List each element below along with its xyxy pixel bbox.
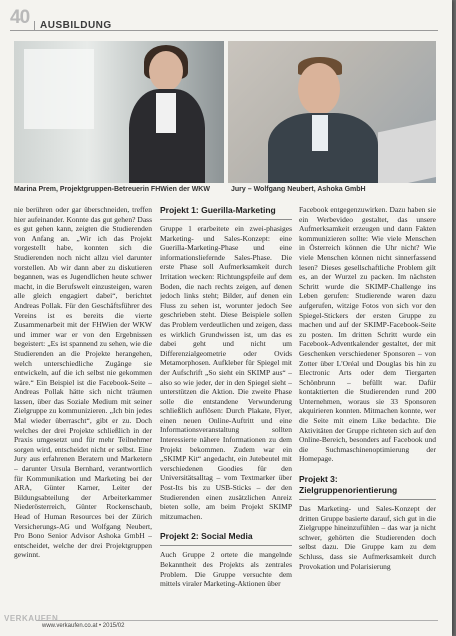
laptop (378, 120, 436, 183)
photo-caption-right: Jury – Wolfgang Neubert, Ashoka GmbH (231, 186, 366, 193)
article-column-3 (299, 205, 436, 605)
whiteboard (24, 49, 94, 129)
footer-rule (36, 620, 438, 621)
heading-projekt-1: Projekt 1: Guerilla-Marketing (160, 205, 292, 220)
column-3-text: Facebook entgegenzuwirken. Dazu haben sie ein Werbevideo gestaltet, das unsere Aufmerksamkeit erzeugen und dann Fakten kommunizieren sollte: Wie viele Menschen in Österreich können die Uhr nicht? Wie viele Menschen können nicht sinnerfassend lesen? Dieses gesellschaftliche Problem gilt es, an der Wurzel zu packen. Im nächsten Schritt wurde die SKIMP-Challenge ins Leben gerufen: Studierende waren dazu aufgerufen, witzige Fotos von sich vor den Spiegel-Stickers der ersten Gruppe zu machen und auf der SKIMP-Facebook-Seite zu posten. Im dritten Schritt wurde ein Facebook-Adventkalender gestaltet, der mit Geschenken verschiedener Sponsoren – von Zotter über L'Oréal und Douglas bis hin zu Electronic Arts oder dem Tiergarten Schönbrunn – befüllt war. Dafür kontaktierten die Studierenden rund 200 Unternehmen, woraus sie 33 Sponsoren akquirieren konnten. Mitmachen konnte, wer die Seite mit einem Like bedachte. Die Aktivitäten der Gruppe richteten sich auf den Online-Bereich, besonders auf Facebook und die Suchmaschinenoptimierung der Homepage. (299, 205, 436, 464)
photo-marina-prem (14, 41, 224, 183)
projekt-2-text: Auch Gruppe 2 ortete die mangelnde Bekanntheit des Projekts als zentrales Problem. Die Gruppe versuchte dem mittels viraler Marketing-Aktionen über (160, 550, 292, 589)
photo-wolfgang-neubert (228, 41, 436, 183)
article-column-2 (160, 205, 292, 605)
projekt-1-text: Gruppe 1 erarbeitete ein zwei-phasiges Marketing- und Sales-Konzept: eine Guerilla-Marketing-Phase und eine informationsliefernde Sales-Phase. Die erste Phase soll Aufmerksamkeit durch Irritation wecken: Richtungspfeile auf dem Boden, die nach rechts zeigen, auf denen jedoch links steht; Bilder, auf denen ein Fluss zu sehen ist, worunter jedoch See geschrieben steht. Diese Beispiele sollen das Problem verdeutlichen und zeigen, dass es wirklich Grundwissen ist, um das es dabei geht und nicht um Differenzialgeometrie oder Ovids Metamorphosen. Aufkleber für Spiegel mit der Aufschrift „So sieht ein SKIMP aus“ – also so wie jeder, der in den Spiegel sieht – unterstützen die Aktion. Die zweite Phase solle die entstandene Verwunderung schließlich auflösen: Durch Plakate, Flyer, einen neuen Online-Auftritt und eine Informationsveranstaltung sollten Interessierte nähere Informationen zu dem Projekt bekommen. Zudem war ein „SKIMP Kit“ angedacht, ein Jutebeutel mit verschiedenen Goodies für den Universitätsalltag – vom Textmarker über Post-Its bis zu USB-Sticks – der den Studierenden einen zusätzlichen Anreiz bieten solle, am beim Projekt SKIMP mitzumachen. (160, 224, 292, 521)
article-column-1 (14, 205, 152, 605)
footer-url: www.verkaufen.co.at • 2015/02 (42, 623, 125, 629)
heading-projekt-2: Projekt 2: Social Media (160, 531, 292, 546)
page-number: 40 (10, 7, 30, 28)
projekt-3-text: Das Marketing- und Sales-Konzept der dritten Gruppe basierte darauf, sich gut in die Zielgruppe hineinzufühlen – das war ja nicht schwer, gehörten die Studierenden doch selbst dazu. Die Gruppe kam zu dem Schluss, dass sie Aufmerksamkeit durch Provokation und Polarisierung (299, 504, 436, 571)
column-1-text: nie berühren oder gar überschneiden, treffen hier aufeinander. Konnte das gut gehen? Dass es gut gehen kann, zeigten die Studierenden von Anfang an. „Wir ich das Projekt vorgestellt habe, konnten sich die Studierenden noch nicht allzu viel darunter vorstellen. Ab wir dann aber zu diskutieren begannen, was es Jugendlichen heute schwer macht, in die Berufswelt einzusteigen, waren alle gleich engagiert dabei“, berichtet Andreas Pollak. Für den Geschäftsführer des Vereins ist es bereits die vierte Zusammenarbeit mit der FHWien der WKW und immer war er von den Ergebnissen begeistert: „Es ist spannend zu sehen, wie die Studierenden an die Projekte herangehen, welch unterschiedliche Zugänge sie entwickeln, auf die ich selbst nie gekommen wäre.“ Ein Beispiel ist die Facebook-Seite – Andreas Pollak hätte sich nicht träumen lassen, über das Soziale Medium mit seiner Zielgruppe zu kommunizieren. „Ich bin jedes Mal wieder überrascht“, gibt er zu. Doch welches der drei Projekte schließlich in der Praxis umgesetzt und für mehr Teilnehmer sorgen wird, entscheidet nicht er selbst. Eine Jury aus erfahrenen Beratern und Marketern – darunter Ursula Bernhard, verantwortlich für Kommunikation und Marketing bei der ARA, Günter Karner, Leiter der Bildungsabteilung der Arbeiterkammer Niederösterreich, Günter Rockenschaub, Head of Human Resources bei der Zürich Versicherungs-AG und Wolfgang Neubert, Pro Bono Senior Advisor Ashoka GmbH – entscheidet, welche der drei Projektgruppen gewinnt. (14, 205, 152, 560)
heading-projekt-3: Projekt 3: Zielgruppenorientierung (299, 474, 436, 500)
footer-logo: VERKAUFEN (4, 614, 59, 623)
section-label: AUSBILDUNG (40, 20, 112, 31)
photo-caption-left: Marina Prem, Projektgruppen-Betreuerin FHWien der WKW (14, 186, 210, 193)
